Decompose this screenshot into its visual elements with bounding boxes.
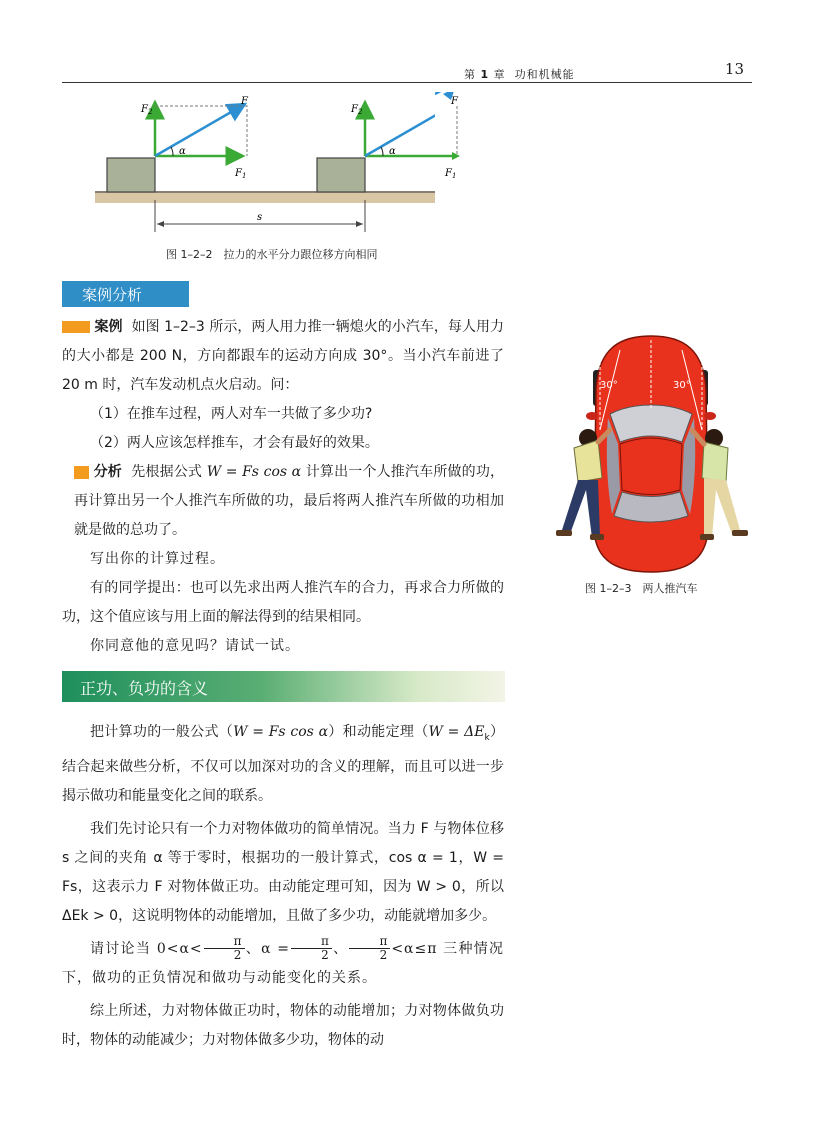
force-figure-right-extension [435,92,465,172]
label-f1-right: $F_1$ [445,168,457,180]
p1-text-a: 把计算功的一般公式（ [90,724,234,740]
label-f-left: F [241,96,248,107]
figure-1-2-3-caption: 图 1–2–3 两人推汽车 [585,582,698,595]
label-f1-left: $F_1$ [235,168,247,180]
agree-prompt: 你同意他的意见吗？请试一试。 [90,638,300,654]
chapter-number: 1 [480,68,490,81]
case-text: 如图 1–2–3 所示，两人用力推一辆熄火的小汽车，每人用力的大小都是 200 N，方向都跟车的运动方向成 30°。当小汽车前进了 20 m 时，汽车发动机点火启动。问： [62,319,505,393]
student-suggestion: 有的同学提出：也可以先求出两人推汽车的合力，再求合力所做的功，这个值应该与用上面的解法得到的结果相同。 [62,580,504,625]
analysis-label: 分析 [93,464,122,480]
question-1: （1）在推车过程，两人对车一共做了多少功? [90,406,373,422]
question-2: （2）两人应该怎样推车，才会有最好的效果。 [90,435,379,451]
figure-1-2-2-caption: 图 1–2–2 拉力的水平分力跟位移方向相同 [166,248,378,261]
angle-label-left: 30° [600,380,618,391]
car-rear-window [614,492,688,522]
section-paragraph-3 [62,935,504,993]
f-arrow-right [365,104,435,156]
analysis-text-post: 计算出一个人推汽车所做的功，再计算出另一个人推汽车所做的功，最后将两人推汽车所做的功相加就是做的总功了。 [74,464,505,538]
fraction-pi-over-2: $\frac{\pi}{2}$ [291,935,332,962]
section-paragraph-2: 我们先讨论只有一个力对物体做功的简单情况。当力 F 与物体位移 s 之间的夹角 α 等于零时，根据功的一般计算式，cos α = 1，W = Fs，这表示力 F 对物体做正功。由动能定理可知，因为 W > 0，所以 ΔEk > 0，这说明物体的动能增加，且做了多少功，动能就增加多少。 [62,820,504,924]
chapter-title: 功和机械能 [514,68,575,81]
p1-formula-sub: k [484,732,490,743]
chapter-heading [464,66,575,82]
analysis-formula: W = Fs cos α [206,464,302,480]
p3-text-d: <α≤π 三种情况下，做功的正负情况和做功与动能变化的关系。 [62,940,504,986]
case-label: 案例 [94,319,123,335]
label-f2-right: $F_2$ [351,104,363,116]
write-prompt: 写出你的计算过程。 [90,551,225,567]
section-paragraph-1 [62,718,504,811]
label-f-right: F [451,96,458,107]
section-paragraph-4: 综上所述，力对物体做正功时，物体的动能增加；力对物体做负功时，物体的动能减少；力对物体做多少功，物体的动 [62,1002,504,1048]
fraction-pi-over-2: $\frac{\pi}{2}$ [204,935,245,962]
ground [95,191,435,203]
label-s: s [257,212,263,223]
analysis-text-pre: 先根据公式 [131,464,207,480]
chapter-prefix: 第 [464,68,476,81]
case-tag-marker [62,321,90,333]
fraction-pi-over-2: $\frac{\pi}{2}$ [349,935,390,962]
p1-formula-energy: W = ΔE [428,724,485,740]
page-header [62,58,752,83]
p1-text-c: ）结合起来做些分析，不仅可以加深对功的含义的理解，而且可以进一步揭示做功和能量变化之间的联系。 [62,724,505,804]
case-analysis-title: 案例分析 [82,286,143,304]
label-alpha-left: α [179,146,186,157]
case-analysis-banner [62,281,189,307]
force-displacement-figure [95,92,435,237]
section-banner [62,671,505,702]
car-windshield [610,405,692,442]
p1-text-b: ）和动能定理（ [328,724,429,740]
p1-formula-work: W = Fs cos α [233,724,329,740]
label-alpha-right: α [389,146,396,157]
analysis-tag-marker [74,466,89,479]
p3-text-c: 、 [332,940,349,957]
block-right [317,158,365,192]
chapter-suffix: 章 [493,68,506,81]
case-section [62,313,504,661]
section-title: 正功、负功的含义 [80,679,209,698]
label-f2-left: $F_2$ [141,104,153,116]
analysis-paragraph [62,458,504,545]
f-arrow-left [155,104,245,156]
angle-label-right: 30° [673,380,691,391]
page-number: 13 [724,60,744,78]
pushing-car-figure [548,330,758,575]
block-left [107,158,155,192]
p3-text-b: 、α = [245,940,290,957]
case-paragraph [62,313,504,400]
section-body [62,718,504,1055]
p3-text-a: 请讨论当 0<α< [90,940,203,957]
